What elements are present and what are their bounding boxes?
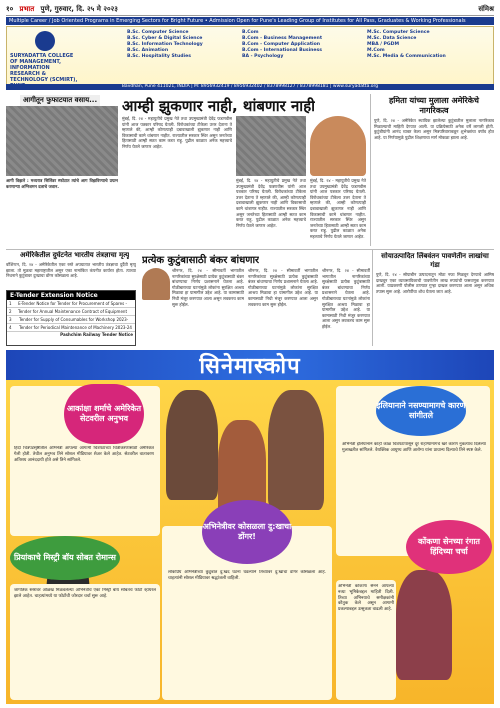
left-mid-headline: अमेरिकेतील दुर्घटनेत भारतीय तंत्रज्ञाचा मृत्यू [20,251,130,259]
college-emblem-icon [35,31,55,51]
badge-ileana [376,386,466,436]
cinemascope-title: सिनेमास्कोप [199,354,301,379]
issue-date: पुणे, गुरुवार, दि. २५ मे २०२३ [40,5,118,13]
column-divider [372,250,373,346]
reporter-photo [142,268,170,300]
section-name: संमिश्र [478,5,494,13]
actress-photo-3 [268,390,324,510]
lead-kicker: आगीतून फुफाटयात वसाय... [20,95,100,106]
right-mid-headline: सोयाउत्पादित लिंबवंतन पावणेतीन लाखांचा गंडा [381,252,489,269]
politician-photo [310,116,366,176]
tender-notice [6,290,136,346]
table-row: 4 Tender for Periodical Maintenance of Machinery 2023-24 [7,324,135,332]
bunker-body-col3: श्रीनगर, दि. २४ - सीमावर्ती भागातील नागरिकांच्या सुरक्षेसाठी प्रत्येक कुटुंबासाठी बंकर बांधण्याचा निर्णय प्रशासनाने घेतला आहे. गोळीबाराच्या घटनांमुळे लोकांना सुरक्षित आश्रय मिळावा हा यामागील उद्देश आहे. या कामासाठी निधी मंजूर करण्यात आला असून लवकरच काम सुरू होईल. [322,268,370,329]
badge-akanksha-text: आकांक्षा शर्माचे अमेरिकेत सेटवरील अनुभव [66,404,142,423]
actress-photo-1 [166,390,218,500]
badge-priyanka [10,536,120,580]
page-number: १० [6,5,14,13]
bunker-body-col2: श्रीनगर, दि. २४ - सीमावर्ती भागातील नागरिकांच्या सुरक्षेसाठी प्रत्येक कुटुंबासाठी बंकर बांधण्याचा निर्णय प्रशासनाने घेतला आहे. गोळीबाराच्या घटनांमुळे लोकांना सुरक्षित आश्रय मिळावा हा यामागील उद्देश आहे. या कामासाठी निधी मंजूर करण्यात आला असून लवकरच काम सुरू होईल. [248,268,318,307]
story-priyanka-text: जागतिक स्तरावर ओळख मिळवलेल्या अभिनेत्रीचे एका मिस्ट्री बॉय सोबतचे फोटो व्हायरल झाले आहेत. चाहत्यांमध्ये या फोटोंची जोरदार चर्चा सुरू आहे. [14,588,156,599]
ad-footer: Bavdhan, Pune 411021, INDIA | M: 8956932419 / 8956932402 / 8378998127 / 8378998181 | www.suryadatta.org [6,84,494,90]
lead-photo-interior [236,116,306,176]
lead-body-col1: मुंबई, दि. २४ - महायुतीचे प्रमुख नेते तथा उपमुख्यमंत्री देवेंद्र फडणवीस यांनी आज पत्रकार परिषद घेतली. विरोधकांच्या टीकेला उत्तर देताना ते म्हणाले की, आम्ही कोणत्याही दबावाखाली झुकणार नाही आणि विकासाची कामे थांबणार नाहीत. राज्यातील सरकार स्थिर असून जनतेच्या हितासाठी आम्ही सतत काम करत राहू. पुढील काळात अनेक महत्त्वाचे निर्णय घेतले जाणार आहेत. [122,116,232,149]
ad-course-list-mid: B.Com B.Com - Business Management B.Com - Computer Application B.Com - International Business BA - Psychology [242,30,323,59]
cinemascope-section [6,350,494,704]
section-divider [6,249,494,250]
story-ileana-text: अभिनेत्री इलियानाने काही काळ चित्रपटांपासून दूर राहण्यामागचे खरे कारण नुकत्याच दिलेल्या मुलाखतीत सांगितले. वैयक्तिक आयुष्य आणि आरोग्य यांना प्राधान्य दिल्याचे तिने स्पष्ट केले. [342,442,486,453]
story-grief-text: लोकप्रिय अभिनेत्रीच्या कुटुंबात दु:खद घटना घडल्याने तिच्यावर दु:खाचा डोंगर कोसळला आहे. चाहत्यांनी सोशल मीडियावर श्रद्धांजली वाहिली. [168,570,326,581]
bunker-body-col1: श्रीनगर, दि. २४ - सीमावर्ती भागातील नागरिकांच्या सुरक्षेसाठी प्रत्येक कुटुंबासाठी बंकर बांधण्याचा निर्णय प्रशासनाने घेतला आहे. गोळीबाराच्या घटनांमुळे लोकांना सुरक्षित आश्रय मिळावा हा यामागील उद्देश आहे. या कामासाठी निधी मंजूर करण्यात आला असून लवकरच काम सुरू होईल. [172,268,244,307]
badge-priyanka-text: प्रियांकाचे मिस्ट्री बॉय सोबत रोमान्स [14,553,116,562]
tender-title: E-Tender Extension Notice [10,292,98,299]
lead-photo-caption: आगी विझले : मध्यरात्र सिलिंडर स्फोटात त्यांचे आग विझविण्याचे प्रयत्न करणाऱ्या अग्निशमन दलाचे जवान. [6,178,118,189]
story-konkona-text: अभिनेत्री कोंकणा सेनने आपल्या नव्या भूमिकेबद्दल माहिती दिली. तिच्या अभिनयाचे समीक्षकांनी कौतुक केले असून आगामी प्रकल्पाबद्दल उत्सुकता वाढली आहे. [338,584,394,613]
table-row: 1 E-Tender Notice for Tender for Procurement of Spares - [7,300,135,308]
badge-ileana-text: इलियानाने नसण्यामागचे कारण सांगीतले [376,401,466,420]
paper-name: प्रभात [19,5,35,13]
college-advertisement[interactable] [6,26,494,88]
ad-course-list-left: B.Sc. Computer Science B.Sc. Cyber & Digital Science B.Sc. Information Technology B.Sc. Animation B.Sc. Hospitality Studies [127,30,203,59]
ad-top-banner: Multiple Career / Job Oriented Programs in Emerging Sectors for Bright Future • Admission Open for Pune's Leading Group of Institutes for All Pass, Graduates & Working Professionals [6,17,494,25]
right-top-body: पुणे, दि. २४ - अमेरिकेत स्थायिक झालेल्या कुटुंबातील मुलाला नागरिकत्व मिळाल्याची माहिती देण्यात आली. या प्रक्रियेसाठी अनेक वर्षे लागली होती. कुटुंबीयांनी आनंद व्यक्त केला असून मित्रपरिवाराकडून शुभेच्छांचा वर्षाव होत आहे. या निर्णयामुळे पुढील शिक्षणाचा मार्ग मोकळा झाला आहे. [374,118,494,140]
lead-body-col2: मुंबई, दि. २४ - महायुतीचे प्रमुख नेते तथा उपमुख्यमंत्री देवेंद्र फडणवीस यांनी आज पत्रकार परिषद घेतली. विरोधकांच्या टीकेला उत्तर देताना ते म्हणाले की, आम्ही कोणत्याही दबावाखाली झुकणार नाही आणि विकासाची कामे थांबणार नाहीत. राज्यातील सरकार स्थिर असून जनतेच्या हितासाठी आम्ही सतत काम करत राहू. पुढील काळात अनेक महत्त्वाचे निर्णय घेतले जाणार आहेत. [236,178,306,228]
badge-actress-grief [202,500,292,564]
cinemascope-banner [6,350,494,380]
table-row: 2 Tender for Annual Maintenance Contract of Equipment [7,308,135,316]
story-akanksha-text: हिंदी चित्रपटसृष्टीतील अभिनेत्री आपल्या आगामी चित्रपटाच्या चित्रीकरणासाठी अमेरिकेत गेली होती. तेथील अनुभव तिने सोशल मीडियावर शेअर केले आहेत. सेटवरील वातावरण अतिशय आनंददायी होते असे तिने सांगितले. [14,446,154,463]
table-row: 3 Tender for Supply of Consumables for Workshop 2023- [7,316,135,324]
badge-konkona-text: कोंकणा सेनच्या रंगात हिंदिच्या चर्चा [418,537,480,556]
masthead [6,4,494,16]
right-mid-body: पुणे, दि. २४ - सोयाबीन उत्पादनातून मोठा नफा मिळवून देण्याचे आमिष दाखवून एका व्यावसायिकाची पावणेतीन लाख रुपयांची फसवणूक करण्यात आली. याप्रकरणी पोलीस ठाण्यात गुन्हा दाखल करण्यात आला असून अधिक तपास सुरू आहे. आरोपींचा शोध घेतला जात आहे. [376,272,494,294]
bunker-headline: प्रत्येक कुटुंबासाठी बंकर बांधणार [142,255,260,266]
fire-photo [6,106,118,176]
lead-headline: आम्ही झुकणार नाही, थांबणार नाही [122,97,316,115]
ad-course-list-right: M.Sc. Computer Science M.Sc. Data Science MBA / PGDM M.Com M.Sc. Media & Communication [367,30,446,59]
badge-konkona [406,520,492,574]
badge-actress-grief-text: अभिनेत्रीवर कोसळला दु:खाचा डोंगर! [202,522,292,541]
badge-akanksha [64,384,144,444]
actress-photo-5 [396,570,452,680]
tender-footer: Pashchim Railway Tender Notice [60,332,133,337]
column-divider [370,94,371,246]
left-mid-body-text: वॉशिंग्टन, दि. २४ - अमेरिकेतील एका रस्ते अपघातात भारतीय तंत्रज्ञाचा दुर्दैवी मृत्यू झाला. तो मूळचा महाराष्ट्रातील असून एका नामांकित कंपनीत कार्यरत होता. त्याच्या निधनाने कुटुंबावर दुःखाचा डोंगर कोसळला आहे. [6,262,136,279]
right-top-headline: हमिता यांच्या मुलाला अमेरिकेचे नागरिकत्व [389,96,479,115]
college-logo [10,29,80,85]
lead-body-col3: मुंबई, दि. २४ - महायुतीचे प्रमुख नेते तथा उपमुख्यमंत्री देवेंद्र फडणवीस यांनी आज पत्रकार परिषद घेतली. विरोधकांच्या टीकेला उत्तर देताना ते म्हणाले की, आम्ही कोणत्याही दबावाखाली झुकणार नाही आणि विकासाची कामे थांबणार नाहीत. राज्यातील सरकार स्थिर असून जनतेच्या हितासाठी आम्ही सतत काम करत राहू. पुढील काळात अनेक महत्त्वाचे निर्णय घेतले जाणार आहेत. [310,178,366,239]
college-name: SURYADATTA COLLEGE OF MANAGEMENT, INFORMATION RESEARCH & TECHNOLOGY (SCMIRT), [10,53,78,83]
